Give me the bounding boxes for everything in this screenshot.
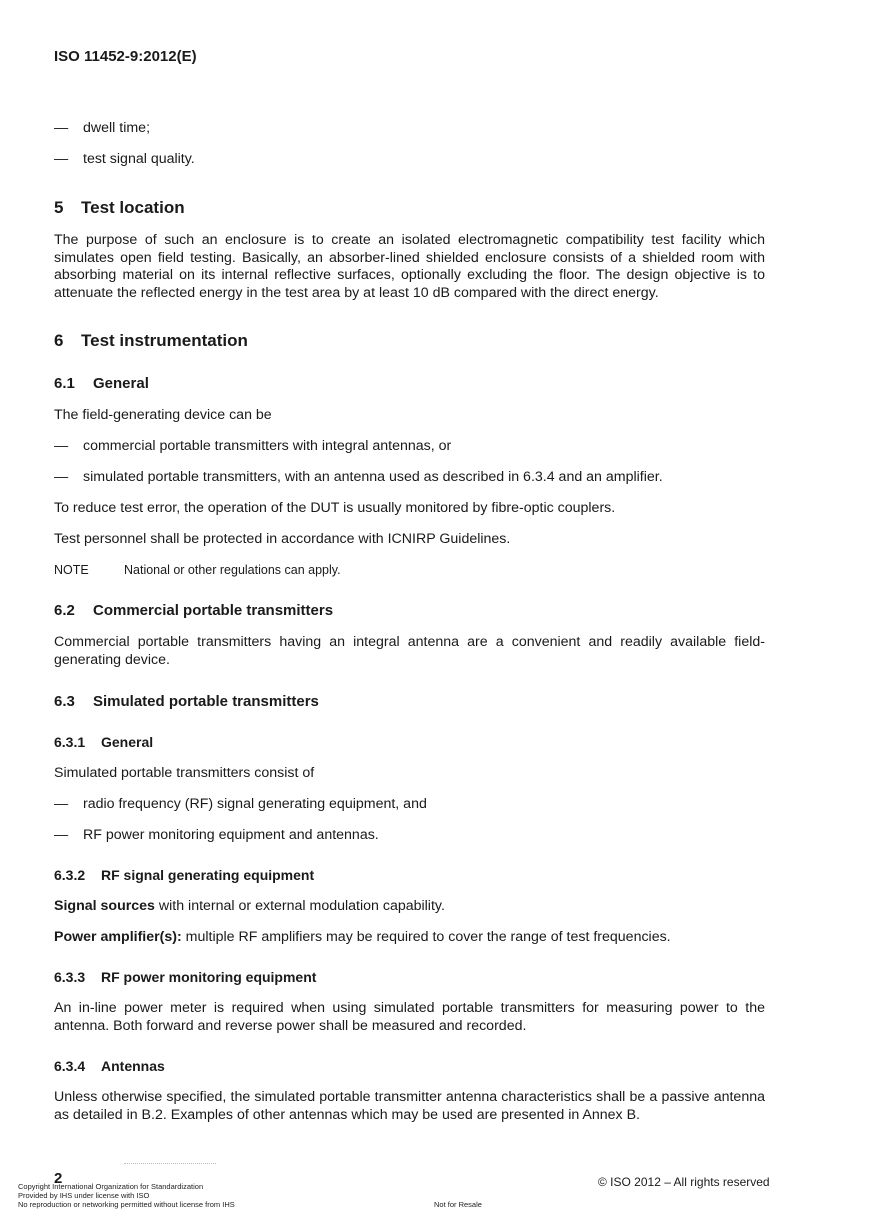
section-number: 6 xyxy=(54,331,64,350)
dash-bullet: — xyxy=(54,438,69,454)
section-number: 6.3.3 xyxy=(54,969,86,985)
list-item-text: commercial portable transmitters with integral antennas, or xyxy=(83,438,452,454)
term-bold: Signal sources xyxy=(54,898,155,914)
watermark-line: Copyright International Organization for Standardization xyxy=(18,1182,204,1191)
section-6-3-heading xyxy=(54,693,319,710)
paragraph xyxy=(54,898,765,916)
paragraph: The field-generating device can be xyxy=(54,407,272,423)
paragraph: Simulated portable transmitters consist of xyxy=(54,765,315,781)
section-6-1-heading xyxy=(54,375,149,392)
section-number: 6.3.4 xyxy=(54,1058,86,1074)
list-item xyxy=(54,827,379,845)
note-text: National or other regulations can apply. xyxy=(124,563,341,577)
page-number: 2 xyxy=(54,1170,63,1187)
list-item xyxy=(54,438,451,456)
note-label: NOTE xyxy=(54,563,89,577)
list-item xyxy=(54,796,427,814)
section-6-3-1-heading xyxy=(54,734,153,750)
list-item-text: simulated portable transmitters, with an antenna used as described in 6.3.4 and an amplifier. xyxy=(83,469,663,485)
list-item xyxy=(54,469,663,487)
section-title: General xyxy=(101,734,154,750)
list-item-text: radio frequency (RF) signal generating equipment, and xyxy=(83,796,427,812)
list-item-text: test signal quality. xyxy=(83,151,195,167)
paragraph: An in-line power meter is required when using simulated portable transmitters for measuring power to the antenna. Both forward and reverse power shall be measured and recorded. xyxy=(54,1000,765,1034)
dash-bullet: — xyxy=(54,469,69,485)
section-number: 5 xyxy=(54,198,64,217)
section-number: 6.3.2 xyxy=(54,867,86,883)
list-item-text: RF power monitoring equipment and antennas. xyxy=(83,827,379,843)
list-item xyxy=(54,120,150,138)
section-6-2-heading xyxy=(54,602,333,619)
dash-bullet: — xyxy=(54,827,69,843)
dash-bullet: — xyxy=(54,151,69,167)
section-6-heading xyxy=(54,331,248,351)
section-5-heading xyxy=(54,198,185,218)
section-6-3-4-heading xyxy=(54,1058,165,1074)
list-item-text: dwell time; xyxy=(83,120,151,136)
term-text: multiple RF amplifiers may be required to cover the range of test frequencies. xyxy=(181,929,671,945)
dotted-rule xyxy=(124,1163,216,1164)
section-5-paragraph: The purpose of such an enclosure is to create an isolated electromagnetic compatibility test facility which simulates open field testing. Basically, an absorber-lined shielded enclosure consists of a shielded room with absorbing material on its internal reflective surfaces, optionally excluding the floor. The design objective is to attenuate the reflected energy in the test area by at least 10 dB compared with the direct energy. xyxy=(54,232,765,301)
section-6-3-2-heading xyxy=(54,867,314,883)
term-text: with internal or external modulation capability. xyxy=(154,898,445,914)
paragraph: Unless otherwise specified, the simulated portable transmitter antenna characteristics shall be a passive antenna as detailed in B.2. Examples of other antennas which may be used are presented in Annex B. xyxy=(54,1089,765,1123)
section-title: General xyxy=(93,375,149,392)
section-number: 6.2 xyxy=(54,602,75,619)
section-title: Test location xyxy=(81,198,185,217)
list-item xyxy=(54,151,195,169)
section-number: 6.3.1 xyxy=(54,734,86,750)
paragraph: To reduce test error, the operation of the DUT is usually monitored by fibre-optic couplers. xyxy=(54,500,616,516)
term-bold: Power amplifier(s): xyxy=(54,929,182,945)
not-for-resale: Not for Resale xyxy=(434,1200,482,1209)
watermark-line: Provided by IHS under license with ISO xyxy=(18,1191,150,1200)
copyright-notice: © ISO 2012 – All rights reserved xyxy=(598,1175,770,1189)
paragraph: Commercial portable transmitters having an integral antenna are a convenient and readily available field-generating device. xyxy=(54,634,765,668)
note xyxy=(54,563,341,577)
dash-bullet: — xyxy=(54,796,69,812)
section-6-3-3-heading xyxy=(54,969,316,985)
section-title: Test instrumentation xyxy=(81,331,248,350)
dash-bullet: — xyxy=(54,120,69,136)
section-title: RF power monitoring equipment xyxy=(101,969,317,985)
section-title: RF signal generating equipment xyxy=(101,867,315,883)
section-title: Antennas xyxy=(101,1058,165,1074)
watermark-line: No reproduction or networking permitted without license from IHS xyxy=(18,1200,235,1209)
section-number: 6.3 xyxy=(54,693,75,710)
paragraph xyxy=(54,929,765,947)
paragraph: Test personnel shall be protected in accordance with ICNIRP Guidelines. xyxy=(54,531,511,547)
document-header: ISO 11452-9:2012(E) xyxy=(54,48,197,65)
section-title: Commercial portable transmitters xyxy=(93,602,334,619)
section-title: Simulated portable transmitters xyxy=(93,693,319,710)
section-number: 6.1 xyxy=(54,375,75,392)
